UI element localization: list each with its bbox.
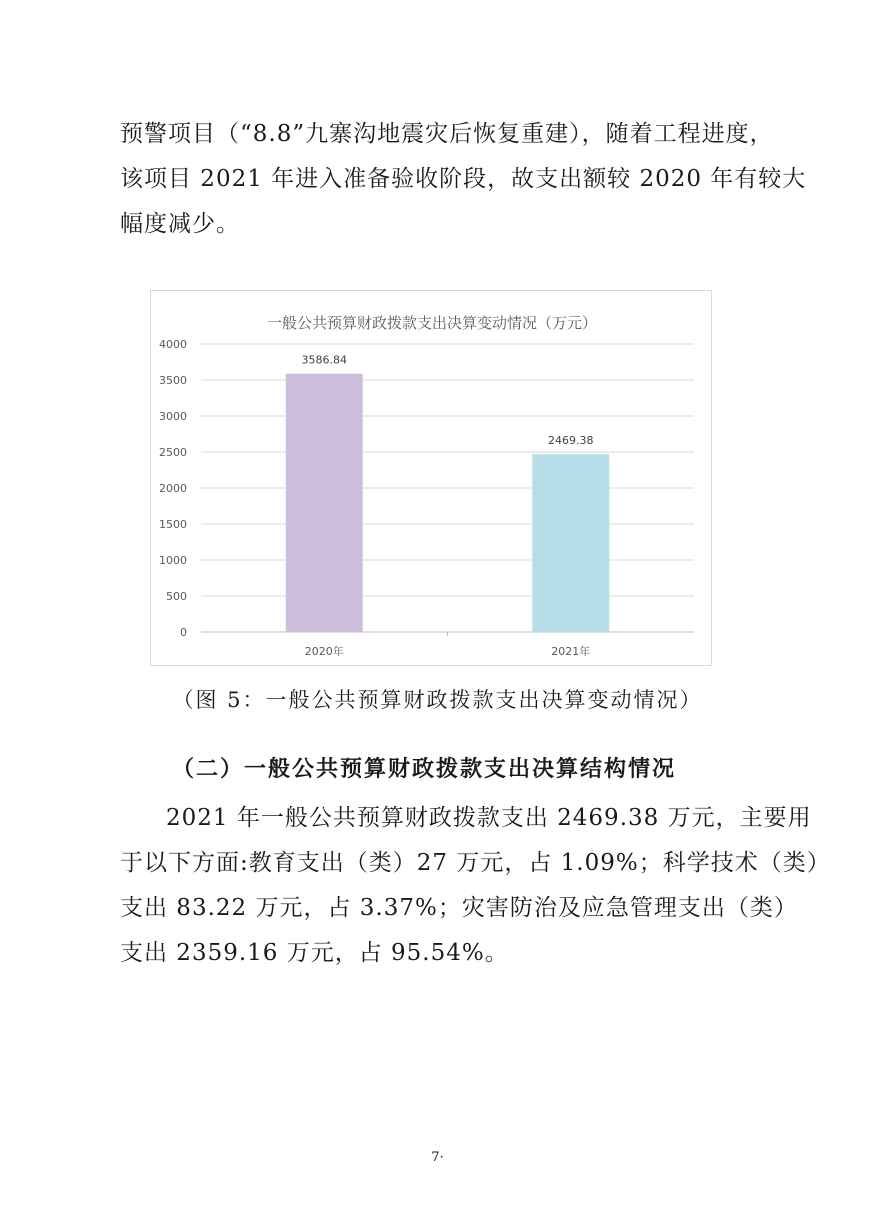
figure-caption: （图 5：一般公共预算财政拨款支出决算变动情况）	[172, 688, 703, 712]
y-tick-label: 1500	[159, 518, 187, 531]
y-tick-label: 3500	[159, 374, 187, 387]
body-line: 于以下方面:教育支出（类）27 万元，占 1.09%；科学技术（类）	[120, 850, 831, 876]
y-tick-label: 3000	[159, 410, 187, 423]
section-heading: （二）一般公共预算财政拨款支出决算结构情况	[172, 757, 677, 782]
chart-title: 一般公共预算财政拨款支出决算变动情况（万元）	[266, 314, 598, 332]
intro-line: 幅度减少。	[120, 211, 240, 237]
y-tick-label: 0	[180, 626, 187, 639]
intro-line: 该项目 2021 年进入准备验收阶段，故支出额较 2020 年有较大	[120, 166, 807, 192]
body-line: 支出 83.22 万元，占 3.37%；灾害防治及应急管理支出（类）	[120, 895, 798, 921]
chart-bars	[286, 374, 610, 632]
y-tick-label: 2500	[159, 446, 187, 459]
y-tick-label: 4000	[159, 338, 187, 351]
y-tick-label: 1000	[159, 554, 187, 567]
intro-line: 预警项目（“8.8”九寨沟地震灾后恢复重建），随着工程进度，	[120, 121, 774, 147]
chart-bar	[286, 374, 363, 632]
x-category-label: 2021年	[551, 645, 591, 658]
y-tick-label: 2000	[159, 482, 187, 495]
y-tick-label: 500	[166, 590, 187, 603]
page-number: 7·	[431, 1150, 444, 1165]
body-line: 2021 年一般公共预算财政拨款支出 2469.38 万元，主要用	[166, 805, 812, 831]
bar-value-label: 3586.84	[301, 353, 347, 367]
structure-paragraph	[120, 796, 831, 976]
intro-paragraph	[120, 112, 807, 247]
x-category-label: 2020年	[304, 645, 344, 658]
chart-gridlines	[201, 344, 694, 632]
chart-svg	[151, 291, 713, 667]
bar-value-label: 2469.38	[548, 434, 594, 448]
chart-bar	[532, 454, 609, 632]
expenditure-change-chart	[150, 290, 712, 666]
body-line: 支出 2359.16 万元，占 95.54%。	[120, 940, 509, 966]
